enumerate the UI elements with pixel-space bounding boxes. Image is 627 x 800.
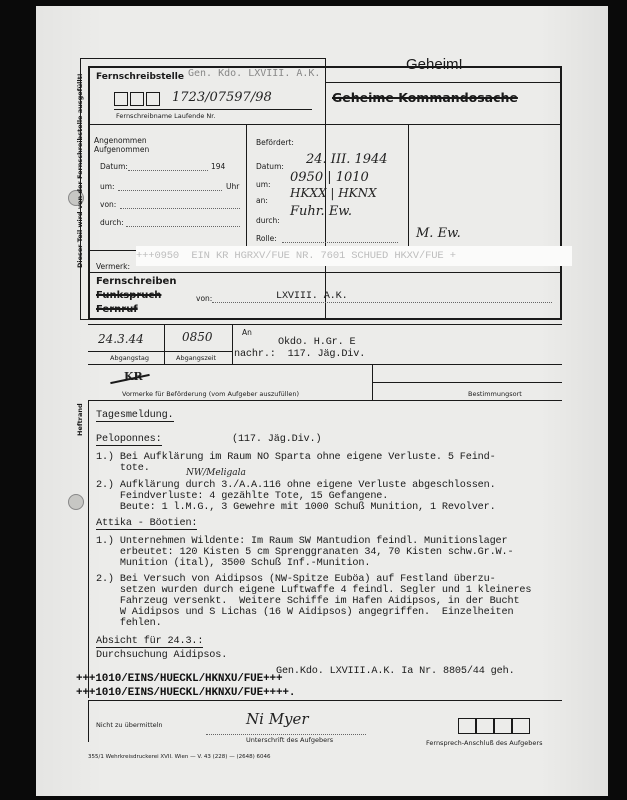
msg-p2-a: 2.) Aufklärung durch 3./A.A.116 ohne eigene Verluste abgeschlossen. (96, 480, 496, 491)
vermerk-value: +++0950 EIN KR HGRXV/FUE NR. 7601 SCHUED HKXV/FUE + (136, 250, 456, 262)
forwarded-rolle-label: Rolle: (256, 234, 277, 243)
msg-p3-a: 1.) Unternehmen Wildente: Im Raum SW Mantudion feindl. Munitionslager (96, 536, 508, 547)
msg-p2-c: Beute: 1 l.M.G., 3 Gewehre mit 1000 Schuß Munition, 1 Revolver. (96, 502, 496, 513)
dispatch-time-label: Abgangszeit (176, 354, 217, 362)
origin-struck-2: Fernruf (96, 304, 138, 315)
phone-box-4 (512, 718, 530, 734)
msg-p3-b: erbeutet: 120 Kisten 5 cm Sprenggranaten 34, 70 Kisten schw.Gr.W.- (96, 547, 514, 558)
dispatch-an-label: An (242, 328, 252, 337)
forwarded-um-label: um: (256, 180, 271, 189)
received-year: 194 (211, 162, 226, 171)
msg-p4-b: setzen wurden durch eigene Luftwaffe 4 feindl. Segler und 1 kleineres (96, 585, 532, 596)
priority-caption: Vormerke für Beförderung (vom Aufgeber auszufüllen) (122, 390, 300, 398)
dispatch-time: 0850 (182, 330, 213, 344)
msg-intent-title: Absicht für 24.3.: (96, 636, 204, 647)
dispatch-date-label: Abgangstag (110, 354, 149, 362)
classification: Geheim! (406, 56, 463, 73)
msg-p1-a: 1.) Bei Aufklärung im Raum NO Sparta ohne eigene Verluste. 5 Feind- (96, 452, 496, 463)
forwarded-an-label: an: (256, 196, 268, 205)
received-uhr-label: Uhr (226, 182, 240, 191)
msg-intent-text: Durchsuchung Aidipsos. (96, 650, 228, 661)
dispatch-recipient-2: nachr.: 117. Jäg.Div. (234, 349, 366, 360)
forwarded-an-value: HKXX | HKNX (290, 186, 377, 200)
margin-label: Heftrand (76, 403, 84, 436)
msg-p2-insert: NW/Meligala (186, 468, 246, 478)
msg-p4-a: 2.) Bei Versuch von Aidipsos (NW-Spitze Euböa) auf Festland überzu- (96, 574, 496, 585)
phone-box-1 (458, 718, 476, 734)
telegram-form-sheet (36, 6, 608, 796)
msg-sec1-title: Peloponnes: (96, 434, 162, 445)
teletype-line-1: +++1010/EINS/HUECKL/HKNXU/FUE+++ (76, 673, 283, 685)
origin-title: Fernschreiben (96, 276, 177, 287)
teletype-line-2: +++1010/EINS/HUECKL/HKNXU/FUE++++. (76, 687, 296, 699)
footer-nicht-label: Nicht zu übermitteln (96, 721, 163, 729)
vermerk-label: Vermerk: (96, 262, 130, 271)
origin-sender: LXVIII. A.K. (276, 291, 348, 302)
punch-hole-bottom (68, 494, 84, 510)
msg-p4-d: W Aidipsos und S Lichas (16 W Aidipsos) angegriffen. Einzelheiten (96, 607, 514, 618)
footer-phone-caption: Fernsprech-Anschluß des Aufgebers (426, 739, 543, 747)
phone-box-2 (476, 718, 494, 734)
msg-ref-line: Gen.Kdo. LXVIII.A.K. Ia Nr. 8805/44 geh. (276, 666, 515, 677)
classification-struck: Geheime Kommandosache (332, 90, 518, 105)
received-title-1: Angenommen (94, 136, 147, 145)
origin-von-label: von: (196, 294, 213, 303)
footer-signature: Ni Myer (246, 710, 309, 728)
forwarded-datum-value: 24. III. 1944 (306, 152, 388, 167)
forwarded-durch-value: Fuhr. Ew. (290, 204, 353, 219)
destination-label: Bestimmungsort (468, 390, 522, 398)
msg-p1-b: tote. (96, 463, 150, 474)
received-durch-label: durch: (100, 218, 124, 227)
forwarded-initials: M. Ew. (416, 226, 461, 241)
origin-struck-1: Funkspruch (96, 290, 162, 301)
serial-box-1 (114, 92, 128, 106)
forwarded-durch-label: durch: (256, 216, 280, 225)
msg-sec1-unit: (117. Jäg.Div.) (232, 434, 322, 445)
received-um-label: um: (100, 182, 115, 191)
serial-box-2 (130, 92, 144, 106)
dispatch-date: 24.3.44 (98, 332, 144, 346)
msg-p2-b: Feindverluste: 4 gezählte Tote, 15 Gefangene. (96, 491, 389, 502)
footer-printer: 355/1 Wehrkreisdruckerei XVII. Wien — V. 43 (228) — (2648) 6046 (88, 754, 271, 760)
dispatch-recipient-1: Okdo. H.Gr. E (278, 337, 356, 348)
phone-box-3 (494, 718, 512, 734)
received-datum-label: Datum: (100, 162, 128, 171)
forwarded-um-value: 0950 | 1010 (290, 170, 369, 185)
forwarded-title: Befördert: (256, 138, 294, 147)
station-label: Fernschreibstelle (96, 72, 184, 82)
received-von-label: von: (100, 200, 117, 209)
serial-caption: Fernschreibname Laufende Nr. (116, 112, 216, 120)
footer-signature-caption: Unterschrift des Aufgebers (246, 736, 334, 744)
msg-p4-e: fehlen. (96, 618, 162, 629)
msg-p4-c: Fahrzeug versenkt. Weitere Schiffe im Hafen Aidipsos, in der Bucht (96, 596, 520, 607)
msg-p3-c: Munition (ital), 3500 Schuß Inf.-Munition. (96, 558, 371, 569)
received-title-2: Aufgenommen (94, 145, 150, 154)
forwarded-datum-label: Datum: (256, 162, 284, 171)
priority-stamp: KR (124, 370, 143, 383)
side-note: Dieser Teil wird von der Fernschreibstelle ausgefüllt! (76, 73, 84, 268)
msg-sec2-title: Attika - Böotien: (96, 518, 198, 529)
serial-number: 1723/07597/98 (172, 90, 272, 105)
msg-heading: Tagesmeldung. (96, 410, 174, 421)
station-stamp: Gen. Kdo. LXVIII. A.K. (188, 68, 321, 79)
serial-box-3 (146, 92, 160, 106)
